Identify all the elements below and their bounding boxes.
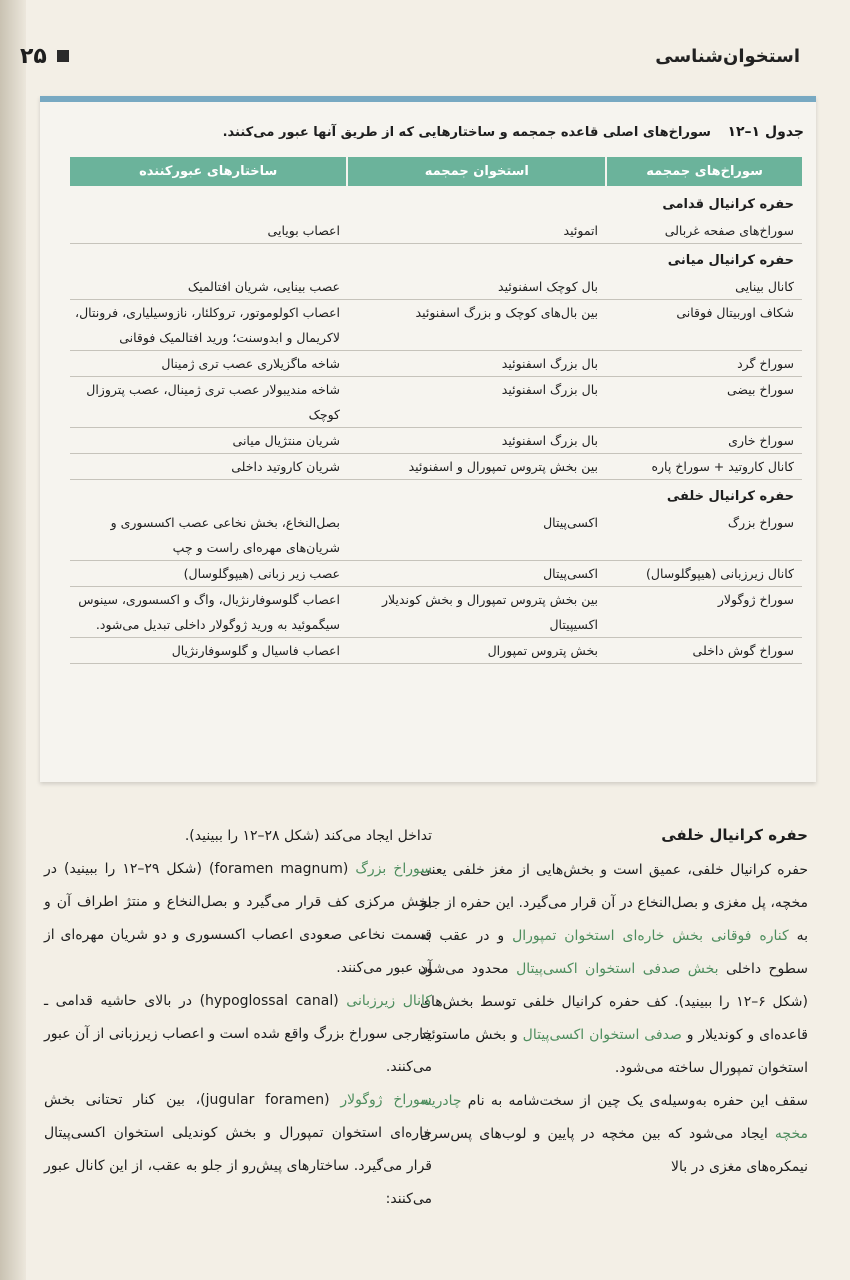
highlighted-term: بخش صدفی استخوان اکسی‌پیتال — [516, 961, 719, 977]
table-cell: سوراخ‌های صفحه غربالی — [664, 223, 794, 238]
table-row — [70, 638, 802, 664]
table-row — [70, 351, 802, 377]
table-cell: بین بال‌های کوچک و بزرگ اسفنوئید — [415, 305, 598, 320]
table-caption-label: جدول ۱–۱۲ — [727, 124, 804, 140]
table-row — [70, 300, 802, 351]
highlighted-term: کانال زیرزبانی — [346, 993, 432, 1009]
table-row — [70, 510, 802, 561]
latin-term: (foramen magnum) — [208, 861, 349, 877]
page-edge-shadow — [0, 0, 26, 1280]
section-heading: حفره کرانیال خلفی — [661, 826, 808, 844]
table-cell: اکسی‌پیتال — [543, 566, 598, 581]
table-cell: سوراخ گوش داخلی — [692, 643, 794, 658]
table-section-row — [70, 244, 802, 274]
table-section-row — [70, 480, 802, 510]
right-text-column — [420, 820, 808, 1184]
table-cell: اکسی‌پیتال — [543, 515, 598, 530]
table-section-row — [70, 188, 802, 218]
table-header-cell: ساختارهای عبورکننده — [139, 164, 278, 179]
paragraph: سقف این حفره به‌وسیله‌ی یک چین از سخت‌شامه به نام چادرینه مخچه ایجاد می‌شود که بین مخچه در پایین و لوب‌های پس‌سری نیمکره‌های مغزی در بالا — [420, 1093, 808, 1175]
table-cell: بال بزرگ اسفنوئید — [501, 382, 598, 397]
table-cell: شاخه ماگزیلاری عصب تری ژمینال — [161, 356, 340, 371]
table-cell: اعصاب فاسیال و گلوسوفارنژیال — [171, 643, 340, 658]
table-cell: سوراخ خاری — [728, 433, 794, 448]
table-header-cell: استخوان جمجمه — [346, 157, 605, 186]
highlighted-term: سوراخ بزرگ — [355, 861, 432, 877]
foramina-table — [40, 96, 816, 782]
section-label: حفره کرانیال میانی — [667, 253, 794, 268]
page-header — [20, 36, 800, 76]
latin-term: (jugular foramen) — [200, 1092, 330, 1108]
table-cell: سوراخ گرد — [737, 356, 794, 371]
table-cell: کانال بینایی — [735, 279, 794, 294]
square-bullet-icon — [57, 50, 69, 62]
table-cell: سوراخ ژوگولار — [717, 592, 794, 607]
paragraph: حفره کرانیال خلفی، عمیق است و بخش‌هایی از مغز خلفی یعنی مخچه، پل مغزی و بصل‌النخاع در آن قرار می‌گیرد. این حفره از جلو به کناره فوقانی بخش خاره‌ای استخوان تمپورال و در عقب به سطوح داخلی بخش صدفی استخوان اکسی‌پیتال محدود می‌شود (شکل ۶–۱۲ را ببینید). کف حفره کرانیال خلفی توسط بخش‌های قاعده‌ای و کوندیلار و صدفی استخوان اکسی‌پیتال و بخش ماستوئید استخوان تمپورال ساخته می‌شود. — [420, 862, 808, 1076]
table-header-cell: سوراخ‌های جمجمه — [605, 157, 802, 186]
table-cell: کانال کاروتید + سوراخ پاره — [651, 459, 794, 474]
table-cell: اتموئید — [563, 223, 598, 238]
page-number: ۲۵ — [20, 43, 47, 69]
highlighted-term: کناره فوقانی بخش خاره‌ای استخوان تمپورال — [512, 928, 789, 944]
table-row — [70, 561, 802, 587]
table-caption-text: سوراخ‌های اصلی قاعده جمجمه و ساختارهایی که از طریق آنها عبور می‌کنند. — [222, 125, 711, 140]
table-row — [70, 274, 802, 300]
table-row — [70, 587, 802, 638]
table-cell: اعصاب بویایی — [267, 223, 340, 238]
table-header-row — [70, 157, 802, 186]
table-cell: شکاف اوربیتال فوقانی — [676, 305, 794, 320]
section-label: حفره کرانیال خلفی — [666, 489, 794, 504]
table-row — [70, 428, 802, 454]
table-cell: بخش پتروس تمپورال — [487, 643, 598, 658]
table-row — [70, 377, 802, 428]
table-row — [70, 218, 802, 244]
paragraph: سوراخ بزرگ (foramen magnum) (شکل ۲۹–۱۲ را ببینید) در بخش مرکزی کف قرار می‌گیرد و بصل‌النخاع و منتژ اطراف آن و قسمت نخاعی صعودی اعصاب اکسسوری و دو شریان مهره‌ای از آن عبور می‌کنند. — [44, 861, 432, 976]
paragraph: کانال زیرزبانی (hypoglossal canal) در بالای حاشیه قدامی ـ خارجی سوراخ بزرگ واقع شده است و اعصاب زیرزبانی از آن عبور می‌کنند. — [44, 993, 432, 1075]
table-cell: بین بخش پتروس تمپورال و اسفنوئید — [408, 459, 598, 474]
table-cell: اعصاب گلوسوفارنژیال، واگ و اکسسوری، سینوس سیگموئید به ورید ژوگولار داخلی تبدیل می‌شود. — [78, 592, 340, 632]
table-cell: شاخه مندیبولار عصب تری ژمینال، عصب پتروزال کوچک — [86, 382, 340, 422]
table-cell: عصب بینایی، شریان افتالمیک — [187, 279, 340, 294]
left-text-column — [44, 820, 432, 1216]
table-body — [70, 188, 802, 664]
table-cell: بال بزرگ اسفنوئید — [501, 433, 598, 448]
highlighted-term: چادرینه مخچه — [420, 1093, 808, 1142]
table-cell: عصب زیر زبانی (هیپوگلوسال) — [183, 566, 340, 581]
table-cell: کانال زیرزبانی (هیپوگلوسال) — [646, 566, 794, 581]
table-cell: بال کوچک اسفنوئید — [498, 279, 598, 294]
section-label: حفره کرانیال قدامی — [662, 197, 794, 212]
page-number-group — [20, 44, 69, 69]
table-caption — [50, 124, 804, 140]
table-cell: بال بزرگ اسفنوئید — [501, 356, 598, 371]
paragraph: تداخل ایجاد می‌کند (شکل ۲۸–۱۲ را ببینید). — [184, 828, 432, 844]
table-cell: سوراخ بیضی — [727, 382, 794, 397]
chapter-title: استخوان‌شناسی — [655, 45, 800, 67]
table-cell: شریان منتژیال میانی — [232, 433, 340, 448]
table-cell: بصل‌النخاع، بخش نخاعی عصب اکسسوری و شریان‌های مهره‌ای راست و چپ — [110, 515, 340, 555]
table-cell: اعصاب اکولوموتور، تروکلئار، نازوسیلیاری، فرونتال، لاکریمال و ابدوسنت؛ ورید افتالمیک فوقانی — [75, 305, 340, 345]
table-cell: سوراخ بزرگ — [727, 515, 794, 530]
latin-term: (hypoglossal canal) — [199, 993, 339, 1009]
highlighted-term: سوراخ ژوگولار — [340, 1092, 432, 1108]
table-cell: بین بخش پتروس تمپورال و بخش کوندیلار اکسیپیتال — [381, 592, 598, 632]
table-cell: شریان کاروتید داخلی — [231, 459, 340, 474]
table-row — [70, 454, 802, 480]
highlighted-term: صدفی استخوان اکسی‌پیتال — [522, 1027, 682, 1043]
paragraph: سوراخ ژوگولار (jugular foramen)، بین کنار تحتانی بخش خاره‌ای استخوان تمپورال و بخش کوندیلی استخوان اکسی‌پیتال قرار می‌گیرد. ساختارهای پیش‌رو از جلو به عقب، از این کانال عبور می‌کنند: — [44, 1092, 432, 1207]
